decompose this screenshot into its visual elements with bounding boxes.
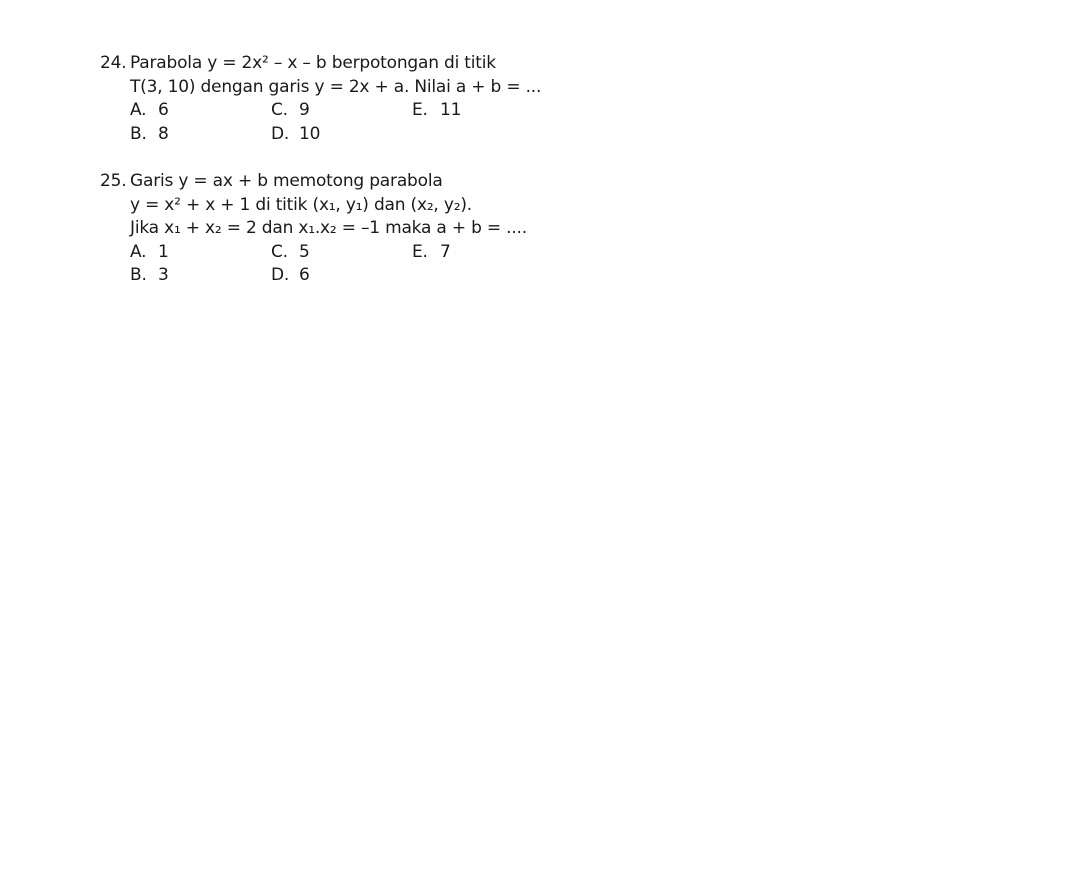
option-letter: C.: [271, 100, 288, 120]
option-letter: A.: [130, 241, 147, 262]
question-24-line-1: [100, 52, 700, 76]
question-25-text-line-3: Jika x₁ + x₂ = 2 dan x₁.x₂ = –1 maka a + b = ....: [130, 218, 527, 238]
option-value: 3: [158, 265, 169, 285]
question-25-option-b[interactable]: [130, 264, 169, 288]
option-letter: E.: [412, 241, 428, 262]
option-letter: D.: [271, 265, 290, 285]
question-25-options: [100, 241, 700, 288]
question-24-option-d[interactable]: [271, 123, 320, 147]
question-24-text-line-2: T(3, 10) dengan garis y = 2x + a. Nilai a + b = ...: [130, 76, 542, 97]
option-letter: B.: [130, 123, 147, 144]
question-25-line-3: [100, 217, 700, 241]
question-25-text-line-1: Garis y = ax + b memotong parabola: [130, 171, 443, 191]
question-25-option-c[interactable]: [271, 241, 310, 265]
question-25-line-2: [100, 194, 700, 218]
question-24-option-e[interactable]: [412, 99, 461, 123]
option-value: 6: [158, 100, 169, 120]
question-24-option-c[interactable]: [271, 99, 310, 123]
question-24-option-a[interactable]: [130, 99, 169, 123]
question-25-option-a[interactable]: [130, 241, 169, 265]
option-letter: A.: [130, 100, 147, 120]
option-letter: E.: [412, 100, 428, 120]
option-value: 5: [299, 241, 310, 262]
question-24-line-2: [100, 76, 700, 100]
option-value: 1: [158, 241, 169, 262]
question-25: [100, 170, 700, 288]
question-24-text-line-1: Parabola y = 2x² – x – b berpotongan di titik: [130, 53, 496, 73]
option-value: 9: [299, 100, 310, 120]
option-letter: C.: [271, 241, 288, 262]
question-25-option-e[interactable]: [412, 241, 451, 265]
question-25-number: 25.: [100, 171, 127, 191]
question-25-text-line-2: y = x² + x + 1 di titik (x₁, y₁) dan (x₂, y₂).: [130, 194, 472, 215]
option-value: 10: [299, 123, 321, 144]
question-24-options: [100, 99, 700, 146]
option-value: 6: [299, 265, 310, 285]
question-24-option-b[interactable]: [130, 123, 169, 147]
question-24-number: 24.: [100, 53, 127, 73]
option-letter: D.: [271, 123, 290, 144]
question-25-option-d[interactable]: [271, 264, 310, 288]
option-value: 11: [440, 100, 462, 120]
question-24: [100, 52, 700, 146]
question-25-line-1: [100, 170, 700, 194]
option-value: 8: [158, 123, 169, 144]
option-letter: B.: [130, 265, 147, 285]
option-value: 7: [440, 241, 451, 262]
